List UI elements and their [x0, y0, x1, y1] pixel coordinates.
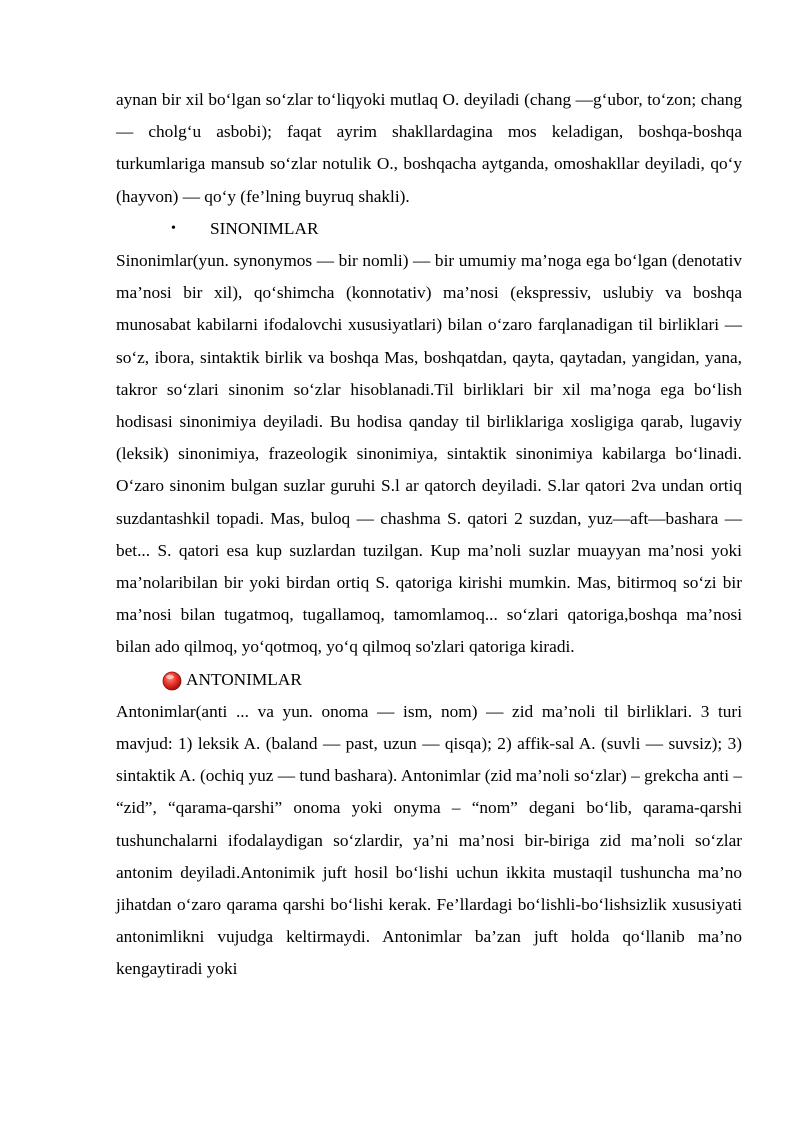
synonyms-heading-text: SINONIMLAR — [210, 218, 319, 238]
antonyms-paragraph: Antonimlar(anti ... va yun. onoma — ism, nom) — zid ma’noli til birliklari. 3 turi mavjud: 1) leksik A. (baland — past, uzun — qisqa); 2) affik-sal A. (suvli — suvsiz); 3) sintaktik A. (ochiq yuz — tund bashara). Antonimlar (zid ma’noli so‘zlar) – grekcha anti – “zid”, “qarama-qarshi” onoma yoki onyma – “nom” degani bo‘lib, qarama-qarshi tushunchalarni ifodalaydigan so‘zlardir, ya’ni ma’nosi bir-biriga zid ma’noli so‘zlar antonim deyiladi.Antonimik juft hosil bo‘lishi uchun ikkita mustaqil tushuncha ma’no jihatdan o‘zaro qarama qarshi bo‘lishi kerak. Fe’llardagi bo‘lishli-bo‘lishsizlik xususiyati antonimlikni vujudga keltirmaydi. Antonimlar ba’zan juft holda qo‘llanib ma’no kengaytiradi yoki — [116, 701, 742, 979]
intro-paragraph: aynan bir xil bo‘lgan so‘zlar to‘liqyoki mutlaq O. deyiladi (chang —g‘ubor, to‘zon; chang — cholg‘u asbobi); faqat ayrim shakllardagina mos keladigan, boshqa-boshqa turkumlariga mansub so‘zlar notulik O., boshqacha aytganda, omoshakllar deyiladi, qo‘y (hayvon) — qo‘y (fe’lning buyruq shakli). — [116, 90, 742, 206]
antonyms-heading-text: ANTONIMLAR — [186, 669, 302, 689]
section-heading-antonyms — [116, 664, 742, 696]
synonyms-paragraph: Sinonimlar(yun. synonymos — bir nomli) — bir umumiy ma’noga ega bo‘lgan (denotativ ma’nosi bir xil), qo‘shimcha (konnotativ) ma’nosi (ekspressiv, uslubiy va boshqa munosabat kabilarni ifodalovchi xususiyatlari) bilan o‘zaro farqlanadigan til birliklari — so‘z, ibora, sintaktik birlik va boshqa Mas, boshqatdan, qayta, qaytadan, yangidan, yana, takror so‘zlari sinonim so‘zlar hisoblanadi.Til birliklari bir xil ma’noga ega bo‘lish hodisasi sinonimiya deyiladi. Bu hodisa qanday til birliklariga xosligiga qarab, lugaviy (leksik) sinonimiya, frazeologik sinonimiya, sintaktik sinonimiya kabilarga bo‘linadi. O‘zaro sinonim bulgan suzlar guruhi S.l ar qatorch deyiladi. S.lar qatori 2va undan ortiq suzdantashkil topadi. Mas, buloq — chashma S. qatori 2 suzdan, yuz—aft—bashara — bet... S. qatori esa kup suzlardan tuzilgan. Kup ma’noli suzlar muayyan ma’nosi yoki ma’nolaribilan bir yoki birdan ortiq S. qatoriga kirishi mumkin. Mas, bitirmoq so‘zi bir ma’nosi bilan tugatmoq, tugallamoq, tamomlamoq... so‘zlari qatoriga,boshqa ma’nosi bilan ado qilmoq, yo‘qotmoq, yo‘q qilmoq so'zlari qatoriga kiradi. — [116, 251, 742, 657]
section-heading-synonyms — [116, 213, 742, 245]
document-page — [116, 84, 742, 986]
red-circle-bullet-icon — [162, 670, 182, 690]
bullet-icon: • — [171, 220, 176, 236]
